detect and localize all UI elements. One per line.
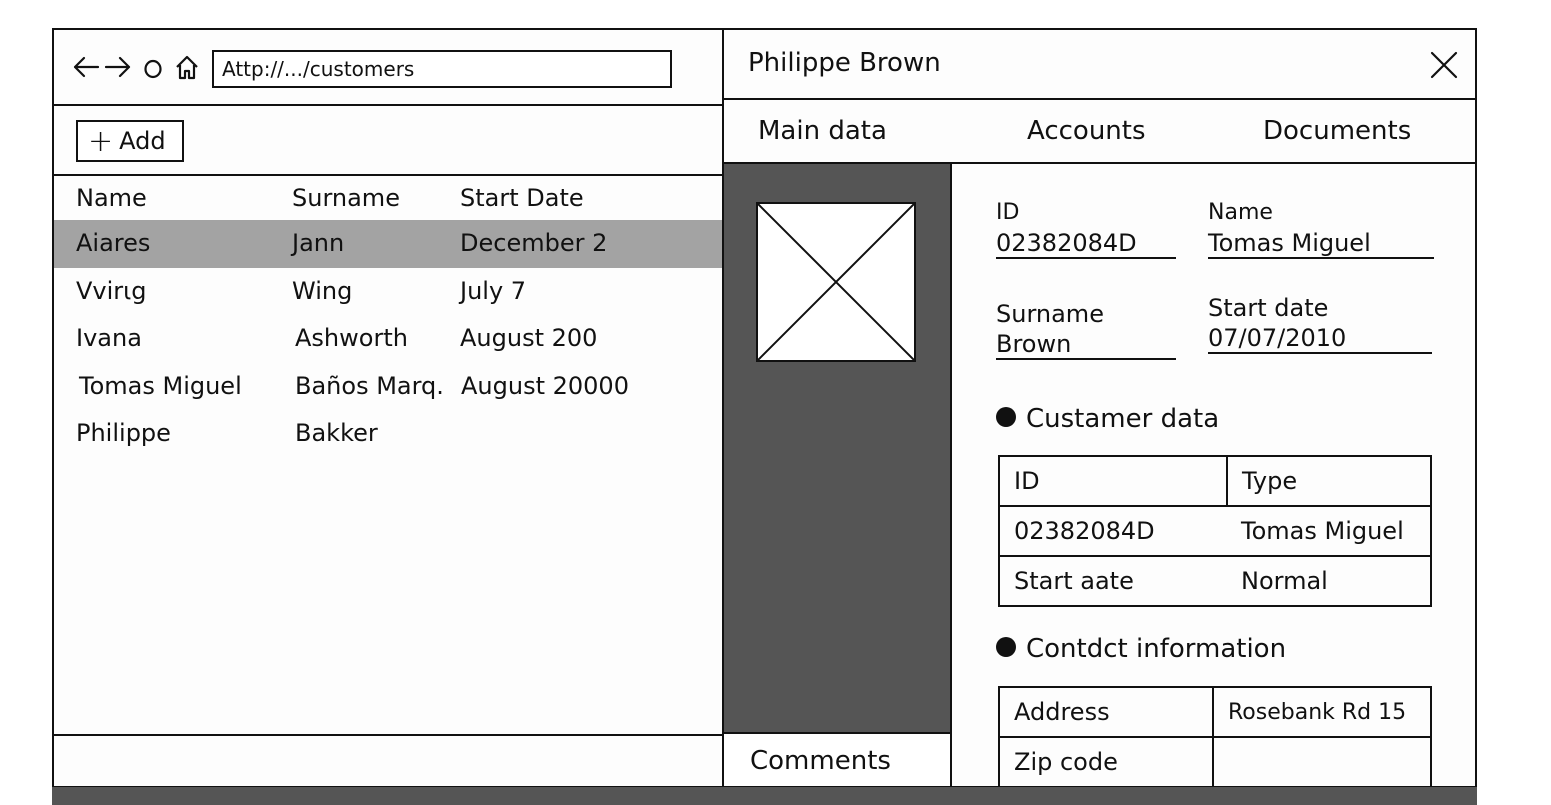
refresh-icon[interactable] <box>142 52 164 82</box>
cell-surname: Ashworth <box>295 324 408 352</box>
table-row <box>999 506 1431 556</box>
cell: Start aate <box>999 556 1227 606</box>
cell: Zip code <box>999 737 1213 787</box>
main-data-content <box>952 164 1475 786</box>
arrow-right-icon[interactable] <box>104 52 132 82</box>
column-header-name[interactable]: Name <box>76 184 147 212</box>
cell-name: Ivana <box>76 324 142 352</box>
column-header-start-date[interactable]: Start Date <box>460 184 584 212</box>
bullet-icon <box>996 407 1016 427</box>
customer-data-title: Custamer data <box>1026 404 1220 434</box>
id-value: 02382084D <box>996 229 1137 257</box>
app-window <box>52 28 1477 788</box>
home-icon[interactable] <box>174 52 200 82</box>
image-placeholder-icon <box>756 202 916 362</box>
plus-icon: + <box>88 124 114 159</box>
cell: Tomas Miguel <box>1227 506 1431 556</box>
cell-name: Vvirιg <box>76 276 147 305</box>
table-row[interactable] <box>54 268 722 316</box>
table-row <box>999 687 1431 737</box>
cell-start-date: July 7 <box>460 276 527 305</box>
customer-list-pane <box>54 30 724 786</box>
table-row[interactable] <box>54 410 722 458</box>
cell-name: Aiares <box>76 229 151 257</box>
cell: ID <box>999 456 1227 506</box>
name-label: Name <box>1208 200 1273 225</box>
bullet-icon <box>996 637 1016 657</box>
cell-start-date: August 20000 <box>461 371 629 400</box>
table-row <box>999 456 1431 506</box>
surname-value: Brown <box>996 330 1072 358</box>
table-row <box>999 556 1431 606</box>
grid-header <box>54 176 722 220</box>
list-footer <box>54 734 722 786</box>
bottom-bar <box>52 787 1477 805</box>
detail-title: Philippe Brown <box>748 48 941 78</box>
detail-tabs <box>724 100 1475 164</box>
table-row <box>999 737 1431 787</box>
list-toolbar <box>54 106 722 176</box>
table-row[interactable] <box>54 315 722 363</box>
contact-information-heading <box>996 634 1286 664</box>
cell-surname: Wing <box>292 276 353 305</box>
add-button-label: Add <box>119 127 166 155</box>
name-field[interactable] <box>1208 200 1434 259</box>
cell-surname: Jann <box>292 229 345 257</box>
customer-data-heading <box>996 404 1219 434</box>
cell: Normal <box>1227 556 1431 606</box>
close-icon[interactable] <box>1427 48 1461 82</box>
surname-field[interactable] <box>996 300 1176 360</box>
start-date-label: Start date <box>1208 294 1329 322</box>
cell-name: Philippe <box>76 419 171 447</box>
cell-start-date: August 200 <box>460 324 598 352</box>
column-header-surname[interactable]: Surname <box>292 184 400 212</box>
cell-surname: Baños Marq. <box>295 371 444 400</box>
tab-documents[interactable]: Documents <box>1263 116 1412 146</box>
tab-main-data[interactable]: Main data <box>758 116 887 146</box>
contact-information-table <box>998 686 1432 788</box>
cell[interactable]: Rosebank Rd 15 <box>1213 687 1431 737</box>
customer-detail-pane <box>724 30 1475 786</box>
cell: Address <box>999 687 1213 737</box>
detail-header <box>724 30 1475 100</box>
cell-surname: Bakker <box>295 419 378 447</box>
arrow-left-icon[interactable] <box>72 52 100 82</box>
name-value: Tomas Miguel <box>1208 229 1371 257</box>
id-field[interactable] <box>996 200 1176 259</box>
add-button[interactable] <box>76 120 184 162</box>
profile-side-panel <box>724 164 952 732</box>
tab-comments[interactable]: Comments <box>724 732 952 786</box>
cell-name: Tomas Miguel <box>79 371 242 400</box>
start-date-field[interactable] <box>1208 294 1432 354</box>
cell: Type <box>1227 456 1431 506</box>
table-row[interactable] <box>54 220 722 268</box>
cell: 02382084D <box>999 506 1227 556</box>
cell-start-date: December 2 <box>460 229 608 257</box>
surname-label: Surname <box>996 300 1104 328</box>
contact-information-title: Contdct information <box>1026 634 1287 664</box>
table-row[interactable] <box>54 363 722 411</box>
browser-bar <box>54 30 722 106</box>
start-date-value: 07/07/2010 <box>1208 324 1347 352</box>
url-field[interactable]: Attp://.../customers <box>212 50 672 88</box>
cell[interactable] <box>1213 737 1431 787</box>
customer-grid <box>54 176 722 458</box>
customer-data-table <box>998 455 1432 607</box>
id-label: ID <box>996 200 1020 225</box>
tab-accounts[interactable]: Accounts <box>1027 116 1146 146</box>
